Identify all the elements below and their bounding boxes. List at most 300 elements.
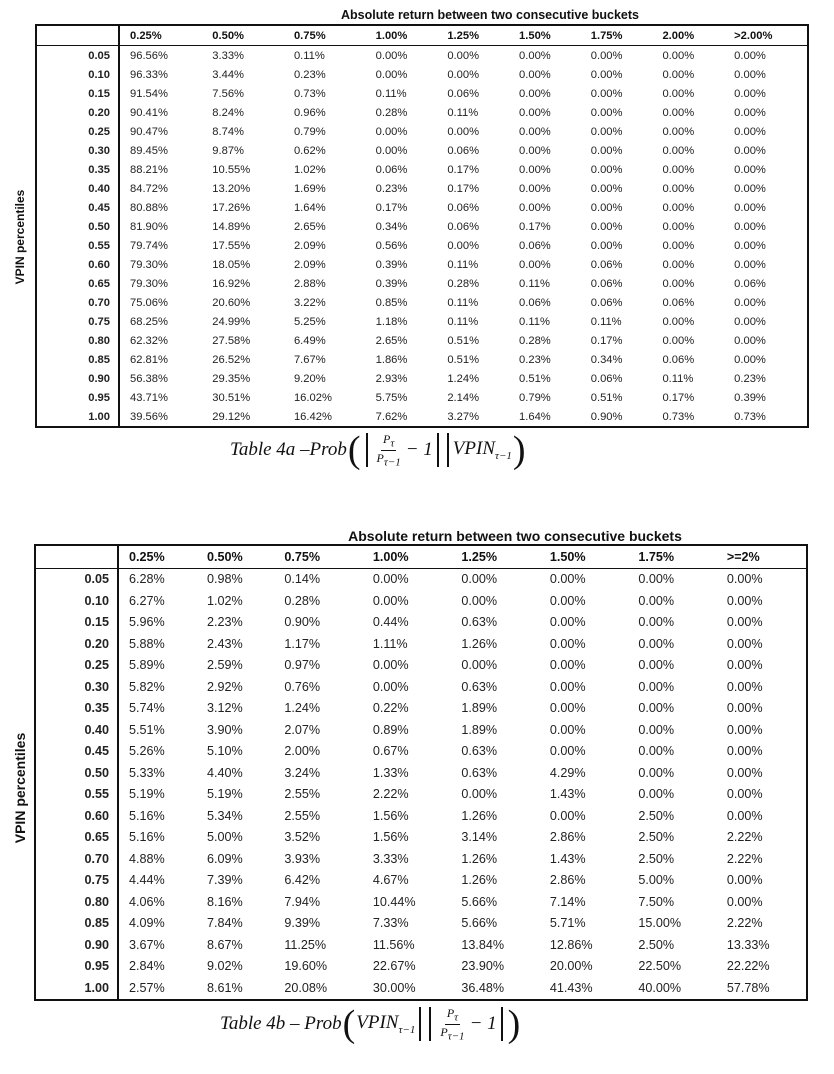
table-cell: 5.16%	[129, 808, 165, 823]
table-cell: 2.65%	[293, 220, 326, 233]
table-4a-row-axis-label: VPIN percentiles	[13, 189, 27, 285]
table-cell: 0.00%	[590, 87, 623, 100]
table-cell: 0.34%	[375, 220, 408, 233]
table-cell: 0.11%	[293, 49, 325, 62]
table-cell: 5.75%	[375, 391, 408, 404]
table-cell: 0.17%	[447, 163, 480, 176]
table-cell: 0.00%	[662, 239, 695, 252]
table-cell: 3.93%	[284, 851, 321, 866]
table-row	[36, 198, 808, 217]
column-header: 1.75%	[581, 25, 653, 46]
table-cell: 0.11%	[447, 315, 479, 328]
table-cell: 0.00%	[549, 722, 586, 737]
table-cell: 30.51%	[212, 391, 251, 404]
table-cell: 0.28%	[519, 334, 551, 347]
table-cell: 0.00%	[726, 593, 763, 608]
table-cell: 5.00%	[206, 830, 243, 845]
table-cell: 0.11%	[375, 87, 407, 100]
table-cell: 0.00%	[662, 277, 695, 290]
table-cell: 0.89%	[372, 722, 409, 737]
table-4a-caption	[230, 420, 527, 480]
table-cell: 1.89%	[461, 701, 498, 716]
table-row	[36, 65, 808, 84]
table-cell: 0.17%	[519, 220, 551, 233]
table-cell: 1.18%	[375, 315, 408, 328]
table-cell: 1.26%	[461, 851, 498, 866]
table-cell: 0.00%	[519, 144, 551, 157]
table-cell: 27.58%	[212, 334, 251, 347]
table-cell: 4.67%	[372, 873, 409, 888]
table-cell: 0.00%	[726, 894, 763, 909]
table-cell: 0.00%	[726, 787, 763, 802]
table-cell: 41.43%	[549, 980, 593, 995]
table-cell: 0.00%	[372, 593, 409, 608]
table-cell: 0.11%	[519, 277, 550, 290]
table-cell: 0.00%	[638, 744, 675, 759]
row-header-percentile: 0.80	[36, 331, 119, 350]
table-cell: 0.00%	[638, 787, 675, 802]
table-cell: 7.14%	[549, 894, 586, 909]
table-row	[35, 568, 807, 590]
table-cell: 2.23%	[206, 615, 243, 630]
open-paren: (	[342, 1003, 356, 1045]
table-cell: 0.11%	[590, 315, 622, 328]
table-cell: 0.06%	[662, 296, 695, 309]
table-cell: 80.88%	[130, 201, 168, 214]
table-row	[36, 388, 808, 407]
table-cell: 5.16%	[129, 830, 165, 845]
table-cell: 17.55%	[212, 239, 251, 252]
table-cell: 0.00%	[549, 593, 586, 608]
table-cell: 0.00%	[734, 201, 766, 214]
table-cell: 7.39%	[206, 873, 243, 888]
row-header-percentile: 0.05	[35, 568, 118, 590]
table-cell: 3.24%	[284, 765, 321, 780]
table-cell: 0.00%	[590, 144, 623, 157]
table-cell: 0.63%	[461, 615, 498, 630]
table-cell: 1.43%	[549, 787, 586, 802]
table-cell: 0.00%	[549, 744, 586, 759]
table-cell: 0.00%	[662, 315, 695, 328]
table-cell: 0.00%	[461, 787, 498, 802]
close-paren: )	[512, 429, 526, 471]
row-header-percentile: 0.45	[36, 198, 119, 217]
table-cell: 2.50%	[638, 851, 675, 866]
row-header-percentile: 0.20	[36, 103, 119, 122]
table-cell: 0.00%	[734, 49, 766, 62]
table-cell: 0.00%	[726, 873, 763, 888]
table-cell: 0.00%	[726, 722, 763, 737]
table-cell: 24.99%	[212, 315, 251, 328]
table-cell: 0.00%	[375, 144, 408, 157]
table-cell: 1.56%	[372, 830, 409, 845]
table-cell: 13.20%	[212, 182, 251, 195]
table-cell: 0.11%	[519, 315, 550, 328]
table-cell: 5.19%	[206, 787, 243, 802]
table-cell: 0.00%	[638, 679, 675, 694]
table-cell: 0.00%	[519, 106, 551, 119]
column-header: 1.25%	[437, 25, 509, 46]
table-cell: 10.44%	[372, 894, 416, 909]
table-cell: 0.00%	[726, 744, 763, 759]
table-cell: 0.00%	[726, 701, 763, 716]
row-header-percentile: 0.20	[35, 633, 118, 655]
table-cell: 4.29%	[549, 765, 586, 780]
table-row	[35, 590, 807, 612]
table-cell: 2.55%	[284, 787, 321, 802]
table-cell: 23.90%	[461, 959, 505, 974]
table-row	[35, 762, 807, 784]
column-header: >2.00%	[724, 25, 808, 46]
table-row	[35, 848, 807, 870]
table-cell: 2.00%	[284, 744, 321, 759]
table-cell: 0.00%	[734, 163, 766, 176]
table-cell: 3.52%	[284, 830, 321, 845]
table-cell: 0.76%	[284, 679, 321, 694]
table-cell: 0.79%	[519, 391, 551, 404]
table-cell: 0.11%	[447, 296, 479, 309]
column-header: >=2%	[717, 545, 807, 568]
table-row	[36, 46, 808, 66]
row-header-percentile: 0.05	[36, 46, 119, 66]
given-bar	[419, 1007, 421, 1041]
table-row	[35, 698, 807, 720]
table-4a-body	[36, 46, 808, 428]
table-cell: 5.88%	[129, 636, 165, 651]
table-cell: 0.28%	[447, 277, 480, 290]
table-cell: 0.00%	[549, 636, 586, 651]
table-cell: 8.16%	[206, 894, 243, 909]
table-cell: 4.40%	[206, 765, 243, 780]
row-header-percentile: 0.40	[36, 179, 119, 198]
abs-bar-right	[437, 433, 439, 467]
table-cell: 0.00%	[726, 679, 763, 694]
table-cell: 0.00%	[662, 201, 695, 214]
table-cell: 26.52%	[212, 353, 251, 366]
row-header-percentile: 1.00	[36, 407, 119, 427]
table-cell: 0.23%	[293, 68, 326, 81]
table-cell: 0.00%	[734, 239, 766, 252]
table-cell: 96.33%	[130, 68, 168, 81]
table-cell: 0.00%	[726, 808, 763, 823]
table-cell: 0.00%	[734, 125, 766, 138]
table-cell: 0.00%	[590, 201, 623, 214]
table-cell: 0.17%	[447, 182, 480, 195]
table-cell: 20.00%	[549, 959, 593, 974]
table-cell: 2.57%	[129, 980, 165, 995]
column-header: 1.00%	[363, 545, 452, 568]
table-cell: 20.60%	[212, 296, 251, 309]
table-cell: 9.02%	[206, 959, 243, 974]
table-cell: 7.50%	[638, 894, 675, 909]
table-cell: 0.00%	[549, 808, 586, 823]
table-cell: 6.27%	[129, 593, 165, 608]
table-4a-column-header-caption: Absolute return between two consecutive buckets	[341, 8, 639, 22]
table-cell: 0.06%	[662, 353, 695, 366]
table-row	[35, 676, 807, 698]
table-cell: 0.00%	[726, 615, 763, 630]
table-cell: 5.25%	[293, 315, 326, 328]
table-cell: 16.92%	[212, 277, 251, 290]
table-cell: 0.34%	[590, 353, 623, 366]
table-cell: 11.25%	[284, 937, 327, 952]
table-cell: 2.50%	[638, 808, 675, 823]
table-cell: 0.00%	[726, 636, 763, 651]
column-header: 0.25%	[119, 25, 202, 46]
table-cell: 0.00%	[519, 201, 551, 214]
table-cell: 0.96%	[293, 106, 326, 119]
table-cell: 10.55%	[212, 163, 251, 176]
minus-one: − 1	[405, 439, 433, 460]
table-cell: 0.00%	[375, 49, 408, 62]
table-cell: 0.23%	[519, 353, 551, 366]
table-row	[36, 122, 808, 141]
table-cell: 88.21%	[130, 163, 168, 176]
table-cell: 79.30%	[130, 258, 168, 271]
table-row	[36, 274, 808, 293]
table-cell: 1.26%	[461, 808, 498, 823]
table-cell: 0.06%	[590, 258, 623, 271]
row-header-percentile: 0.80	[35, 891, 118, 913]
table-cell: 0.79%	[293, 125, 326, 138]
table-cell: 0.23%	[375, 182, 408, 195]
table-cell: 2.93%	[375, 372, 408, 385]
table-cell: 29.35%	[212, 372, 251, 385]
table-cell: 3.67%	[129, 937, 165, 952]
table-cell: 11.56%	[372, 937, 415, 952]
caption-prefix: Table 4a –Prob	[230, 439, 347, 460]
table-4b-header-row	[35, 545, 807, 568]
table-cell: 16.42%	[293, 410, 332, 423]
table-cell: 22.22%	[726, 959, 770, 974]
table-cell: 5.33%	[129, 765, 165, 780]
table-cell: 0.06%	[447, 87, 480, 100]
table-cell: 12.86%	[549, 937, 593, 952]
table-cell: 7.33%	[372, 916, 409, 931]
column-header: 1.50%	[540, 545, 629, 568]
table-cell: 0.06%	[519, 296, 551, 309]
table-row	[35, 741, 807, 763]
table-cell: 62.32%	[130, 334, 168, 347]
table-4b-caption	[220, 994, 521, 1054]
table-cell: 5.82%	[129, 679, 165, 694]
column-header: 0.75%	[284, 25, 366, 46]
table-cell: 0.17%	[590, 334, 623, 347]
row-header-percentile: 0.70	[36, 293, 119, 312]
row-header-percentile: 0.75	[36, 312, 119, 331]
table-cell: 43.71%	[130, 391, 168, 404]
caption-prefix: Table 4b – Prob	[220, 1013, 342, 1034]
table-cell: 2.50%	[638, 937, 675, 952]
table-cell: 6.42%	[284, 873, 321, 888]
table-cell: 0.00%	[447, 125, 480, 138]
given-bar	[447, 433, 449, 467]
table-cell: 0.73%	[662, 410, 695, 423]
table-cell: 0.67%	[372, 744, 409, 759]
row-header-percentile: 0.55	[36, 236, 119, 255]
price-ratio-fraction: $\frac{P\tau}{P\tau-1}$	[376, 432, 401, 468]
column-header: 1.50%	[509, 25, 581, 46]
column-header: 0.50%	[197, 545, 274, 568]
table-cell: 0.51%	[519, 372, 551, 385]
table-cell: 84.72%	[130, 182, 168, 195]
table-cell: 0.00%	[734, 258, 766, 271]
table-cell: 2.86%	[549, 830, 586, 845]
table-cell: 20.08%	[284, 980, 328, 995]
table-cell: 1.69%	[293, 182, 326, 195]
table-cell: 3.33%	[372, 851, 409, 866]
table-cell: 0.00%	[447, 68, 480, 81]
table-cell: 0.28%	[375, 106, 408, 119]
open-paren: (	[347, 429, 361, 471]
row-header-percentile: 0.70	[35, 848, 118, 870]
table-cell: 0.14%	[284, 572, 321, 587]
table-cell: 0.00%	[638, 722, 675, 737]
table-cell: 1.02%	[293, 163, 326, 176]
table-cell: 30.00%	[372, 980, 416, 995]
table-cell: 0.98%	[206, 572, 243, 587]
close-paren: )	[507, 1003, 521, 1045]
table-cell: 5.34%	[206, 808, 243, 823]
table-cell: 89.45%	[130, 144, 168, 157]
table-cell: 0.00%	[638, 572, 675, 587]
table-cell: 0.00%	[590, 125, 623, 138]
table-row	[36, 236, 808, 255]
table-cell: 0.00%	[662, 125, 695, 138]
table-cell: 0.00%	[734, 353, 766, 366]
table-cell: 79.30%	[130, 277, 168, 290]
table-cell: 0.73%	[293, 87, 326, 100]
row-header-percentile: 0.90	[36, 369, 119, 388]
table-cell: 39.56%	[130, 410, 168, 423]
table-cell: 0.11%	[447, 258, 479, 271]
table-row	[36, 141, 808, 160]
table-cell: 0.17%	[662, 391, 695, 404]
table-cell: 0.00%	[519, 87, 551, 100]
column-header: 2.00%	[652, 25, 724, 46]
table-cell: 7.56%	[212, 87, 245, 100]
table-row	[36, 217, 808, 236]
table-cell: 1.43%	[549, 851, 586, 866]
table-cell: 0.06%	[590, 296, 623, 309]
table-cell: 0.00%	[638, 765, 675, 780]
table-row	[36, 179, 808, 198]
row-header-percentile: 0.35	[36, 160, 119, 179]
table-cell: 2.65%	[375, 334, 408, 347]
table-cell: 9.20%	[293, 372, 326, 385]
table-cell: 0.00%	[638, 701, 675, 716]
table-cell: 90.47%	[130, 125, 168, 138]
table-4b	[34, 544, 808, 1001]
row-header-percentile: 0.60	[35, 805, 118, 827]
table-cell: 0.22%	[372, 701, 409, 716]
table-cell: 81.90%	[130, 220, 168, 233]
table-cell: 2.14%	[447, 391, 480, 404]
table-cell: 0.90%	[284, 615, 321, 630]
table-cell: 2.86%	[549, 873, 586, 888]
table-row	[35, 655, 807, 677]
table-cell: 0.00%	[662, 68, 695, 81]
table-row	[35, 913, 807, 935]
table-cell: 0.00%	[734, 182, 766, 195]
table-cell: 0.63%	[461, 765, 498, 780]
table-cell: 5.66%	[461, 894, 498, 909]
table-cell: 0.00%	[726, 572, 763, 587]
table-row	[35, 719, 807, 741]
table-cell: 5.66%	[461, 916, 498, 931]
table-cell: 7.67%	[293, 353, 326, 366]
table-cell: 0.90%	[590, 410, 623, 423]
table-4b-block	[0, 520, 834, 1074]
table-row	[36, 103, 808, 122]
table-cell: 1.02%	[206, 593, 243, 608]
table-cell: 0.63%	[461, 744, 498, 759]
table-cell: 4.09%	[129, 916, 165, 931]
table-cell: 1.33%	[372, 765, 409, 780]
table-cell: 7.94%	[284, 894, 321, 909]
table-cell: 0.62%	[293, 144, 326, 157]
table-cell: 0.00%	[461, 572, 498, 587]
table-cell: 0.06%	[447, 201, 480, 214]
table-cell: 5.89%	[129, 658, 165, 673]
table-cell: 0.00%	[519, 258, 551, 271]
table-cell: 8.74%	[212, 125, 245, 138]
table-cell: 2.88%	[293, 277, 326, 290]
table-cell: 3.44%	[212, 68, 245, 81]
caption-vpin: $VPIN_{\tau-1}$	[452, 438, 512, 462]
table-cell: 0.06%	[519, 239, 551, 252]
table-row	[35, 805, 807, 827]
table-cell: 36.48%	[461, 980, 505, 995]
row-header-percentile: 0.15	[36, 84, 119, 103]
row-header-percentile: 0.95	[35, 956, 118, 978]
table-cell: 3.90%	[206, 722, 243, 737]
table-cell: 0.00%	[549, 572, 586, 587]
table-cell: 0.00%	[734, 87, 766, 100]
table-cell: 5.19%	[129, 787, 165, 802]
table-cell: 79.74%	[130, 239, 168, 252]
row-header-percentile: 0.50	[35, 762, 118, 784]
table-cell: 0.00%	[734, 315, 766, 328]
table-cell: 5.51%	[129, 722, 165, 737]
table-cell: 0.28%	[284, 593, 321, 608]
table-cell: 15.00%	[638, 916, 682, 931]
row-header-percentile: 0.55	[35, 784, 118, 806]
table-cell: 1.11%	[372, 636, 408, 651]
table-cell: 0.00%	[519, 163, 551, 176]
table-cell: 1.24%	[447, 372, 480, 385]
table-cell: 0.00%	[662, 87, 695, 100]
header-corner-cell	[35, 545, 118, 568]
table-cell: 0.00%	[726, 658, 763, 673]
table-cell: 5.10%	[206, 744, 243, 759]
table-cell: 1.64%	[519, 410, 551, 423]
table-cell: 0.00%	[372, 572, 409, 587]
table-cell: 0.00%	[726, 765, 763, 780]
table-cell: 0.00%	[590, 220, 623, 233]
table-row	[36, 350, 808, 369]
table-cell: 13.84%	[461, 937, 505, 952]
table-cell: 0.39%	[734, 391, 766, 404]
table-cell: 0.51%	[447, 334, 480, 347]
table-cell: 9.39%	[284, 916, 321, 931]
table-cell: 5.00%	[638, 873, 675, 888]
table-cell: 0.00%	[461, 658, 498, 673]
table-cell: 2.50%	[638, 830, 675, 845]
table-cell: 0.00%	[590, 182, 623, 195]
table-cell: 2.09%	[293, 258, 326, 271]
table-cell: 7.84%	[206, 916, 243, 931]
